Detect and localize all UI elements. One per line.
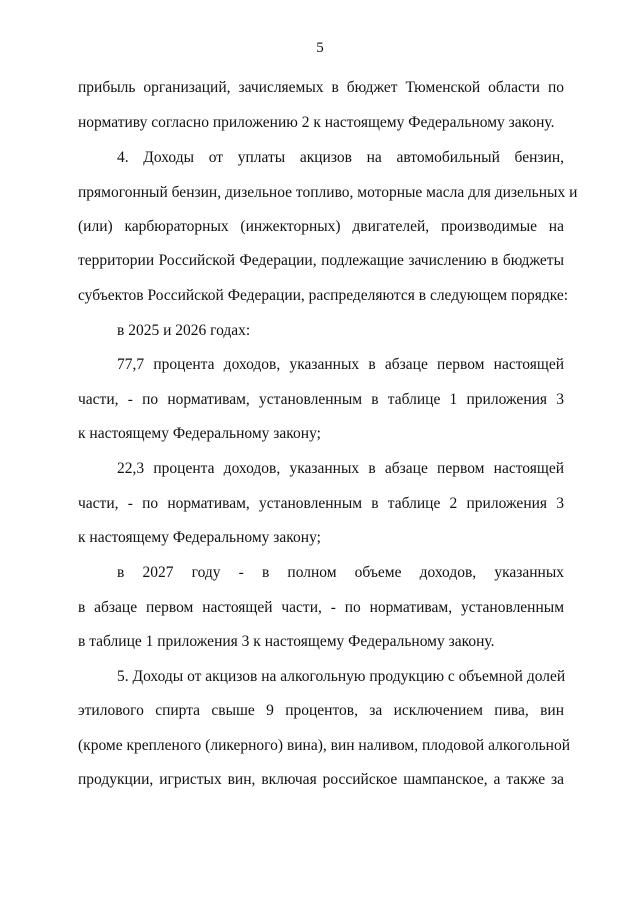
paragraph-start-line: 4. Доходы от уплаты акцизов на автомобильный бензин,	[117, 149, 564, 166]
text-line: субъектов Российской Федерации, распределяются в следующем порядке:	[78, 287, 569, 304]
text-line: к настоящему Федеральному закону;	[78, 529, 321, 546]
text-line: нормативу согласно приложению 2 к настоящему Федеральному закону.	[78, 114, 555, 131]
paragraph-start-line: в 2027 году - в полном объеме доходов, указанных	[117, 564, 564, 581]
text-line: территории Российской Федерации, подлежащие зачислению в бюджеты	[78, 252, 564, 269]
paragraph-start-line: 22,3 процента доходов, указанных в абзаце первом настоящей	[117, 460, 564, 477]
paragraph-start-line: 77,7 процента доходов, указанных в абзаце первом настоящей	[117, 356, 564, 373]
text-line: прямогонный бензин, дизельное топливо, моторные масла для дизельных и	[78, 184, 578, 201]
paragraph-start-line: в 2025 и 2026 годах:	[117, 322, 251, 339]
text-line: части, - по нормативам, установленным в таблице 2 приложения 3	[78, 495, 564, 512]
page-number: 5	[316, 40, 324, 56]
text-line: к настоящему Федеральному закону;	[78, 425, 321, 442]
text-line: прибыль организаций, зачисляемых в бюджет Тюменской области по	[78, 79, 564, 96]
text-line: (или) карбюраторных (инжекторных) двигателей, производимые на	[78, 218, 564, 235]
text-line: в таблице 1 приложения 3 к настоящему Федеральному закону.	[78, 633, 495, 650]
paragraph-start-line: 5. Доходы от акцизов на алкогольную продукцию с объемной долей	[117, 668, 566, 685]
text-line: этилового спирта свыше 9 процентов, за исключением пива, вин	[78, 702, 564, 719]
text-line: (кроме крепленого (ликерного) вина), вин наливом, плодовой алкогольной	[78, 737, 570, 754]
text-line: в абзаце первом настоящей части, - по нормативам, установленным	[78, 599, 564, 616]
text-line: продукции, игристых вин, включая российское шампанское, а также за	[78, 771, 564, 788]
text-line: части, - по нормативам, установленным в таблице 1 приложения 3	[78, 391, 564, 408]
